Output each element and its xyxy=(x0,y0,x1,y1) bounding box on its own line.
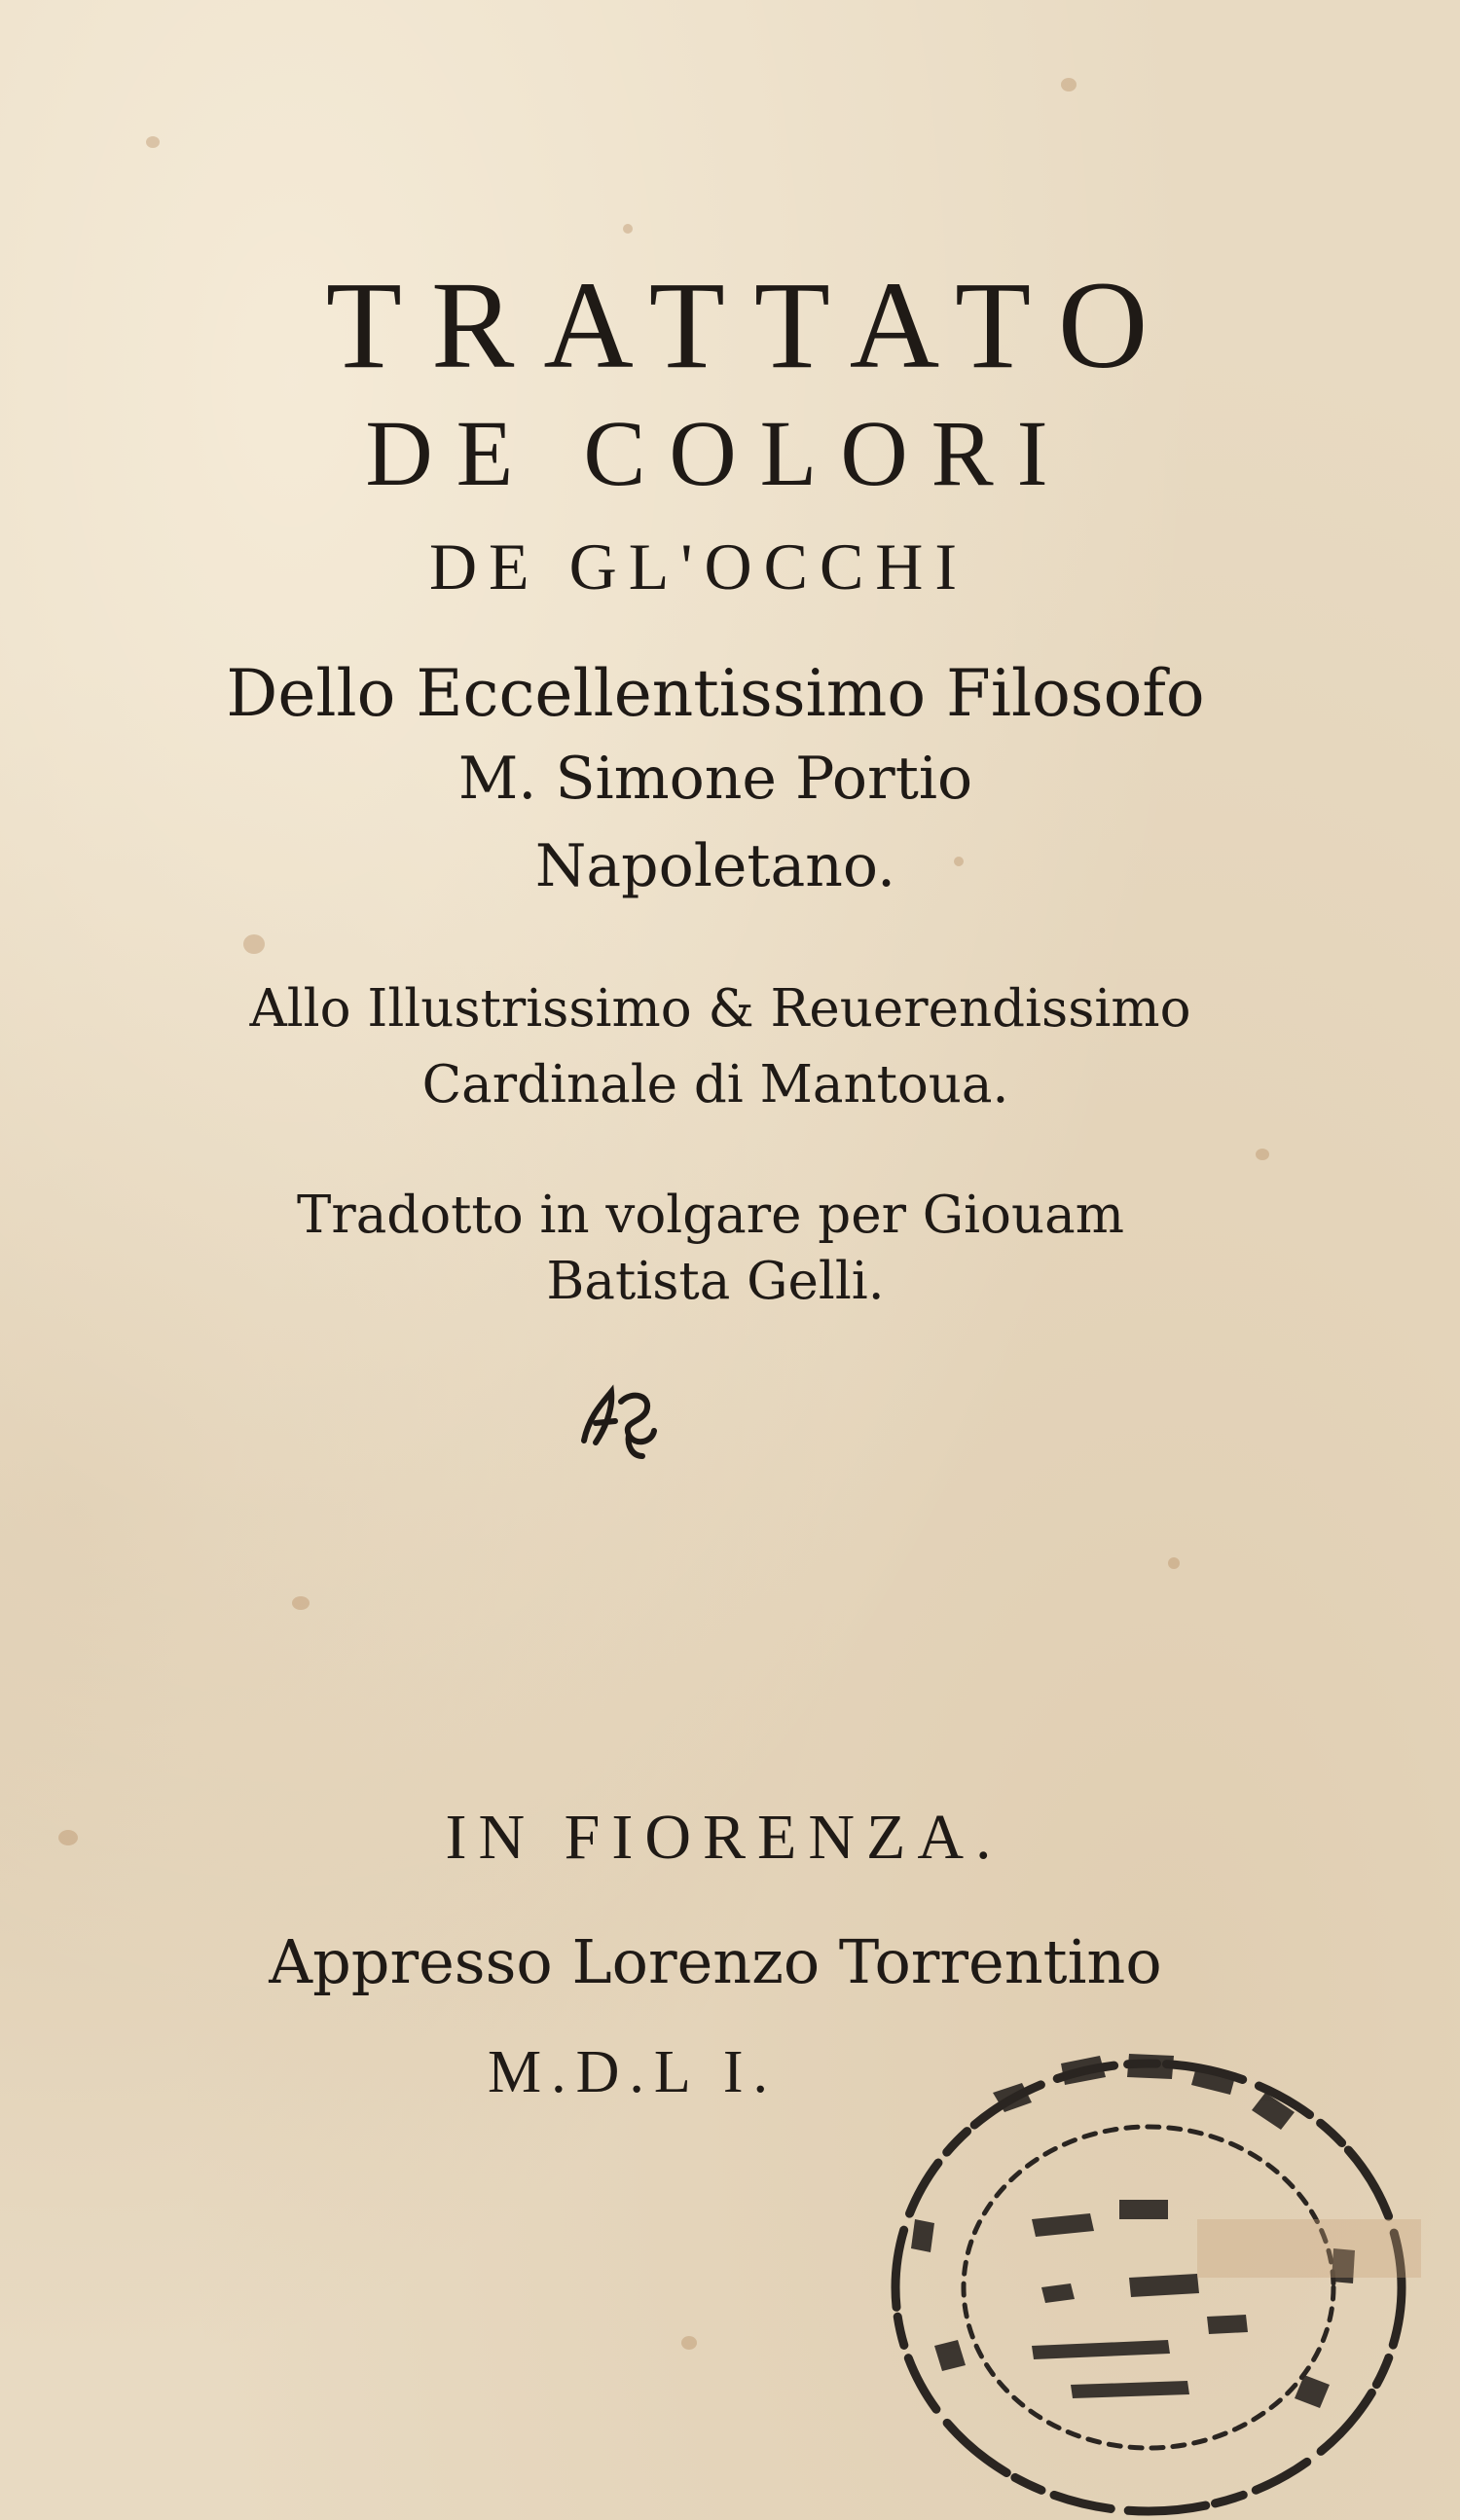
dedication-line-1: Allo Illustrissimo & Reuerendissimo xyxy=(249,979,1191,1039)
imprint-year: M.D.L I. xyxy=(487,2039,779,2105)
title-line-3: DE GL'OCCHI xyxy=(428,530,969,603)
title-line-2: DE COLORI xyxy=(365,401,1072,505)
foxing-spot xyxy=(1168,1557,1180,1569)
foxing-spot xyxy=(623,224,633,234)
title-line-1: TRATTATO xyxy=(325,256,1178,394)
foxing-spot xyxy=(1256,1149,1269,1160)
author-line-3: Napoletano. xyxy=(534,832,896,900)
library-ownership-stamp-icon xyxy=(876,2025,1421,2520)
foxing-spot xyxy=(681,2336,697,2350)
translator-line-1: Tradotto in volgare per Giouam xyxy=(297,1186,1124,1245)
foxing-spot xyxy=(292,1596,310,1610)
foxing-spot xyxy=(243,934,265,954)
foxing-spot xyxy=(146,136,160,148)
imprint-printer: Appresso Lorenzo Torrentino xyxy=(269,1926,1162,1997)
author-line-1: Dello Eccellentissimo Filosofo xyxy=(226,656,1205,731)
translator-line-2: Batista Gelli. xyxy=(546,1252,885,1311)
author-line-2: M. Simone Portio xyxy=(457,745,973,813)
foxing-spot xyxy=(1061,78,1077,91)
imprint-place: IN FIORENZA. xyxy=(445,1802,1004,1873)
dedication-line-2: Cardinale di Mantoua. xyxy=(421,1055,1009,1114)
printers-fleuron-icon xyxy=(574,1382,662,1460)
